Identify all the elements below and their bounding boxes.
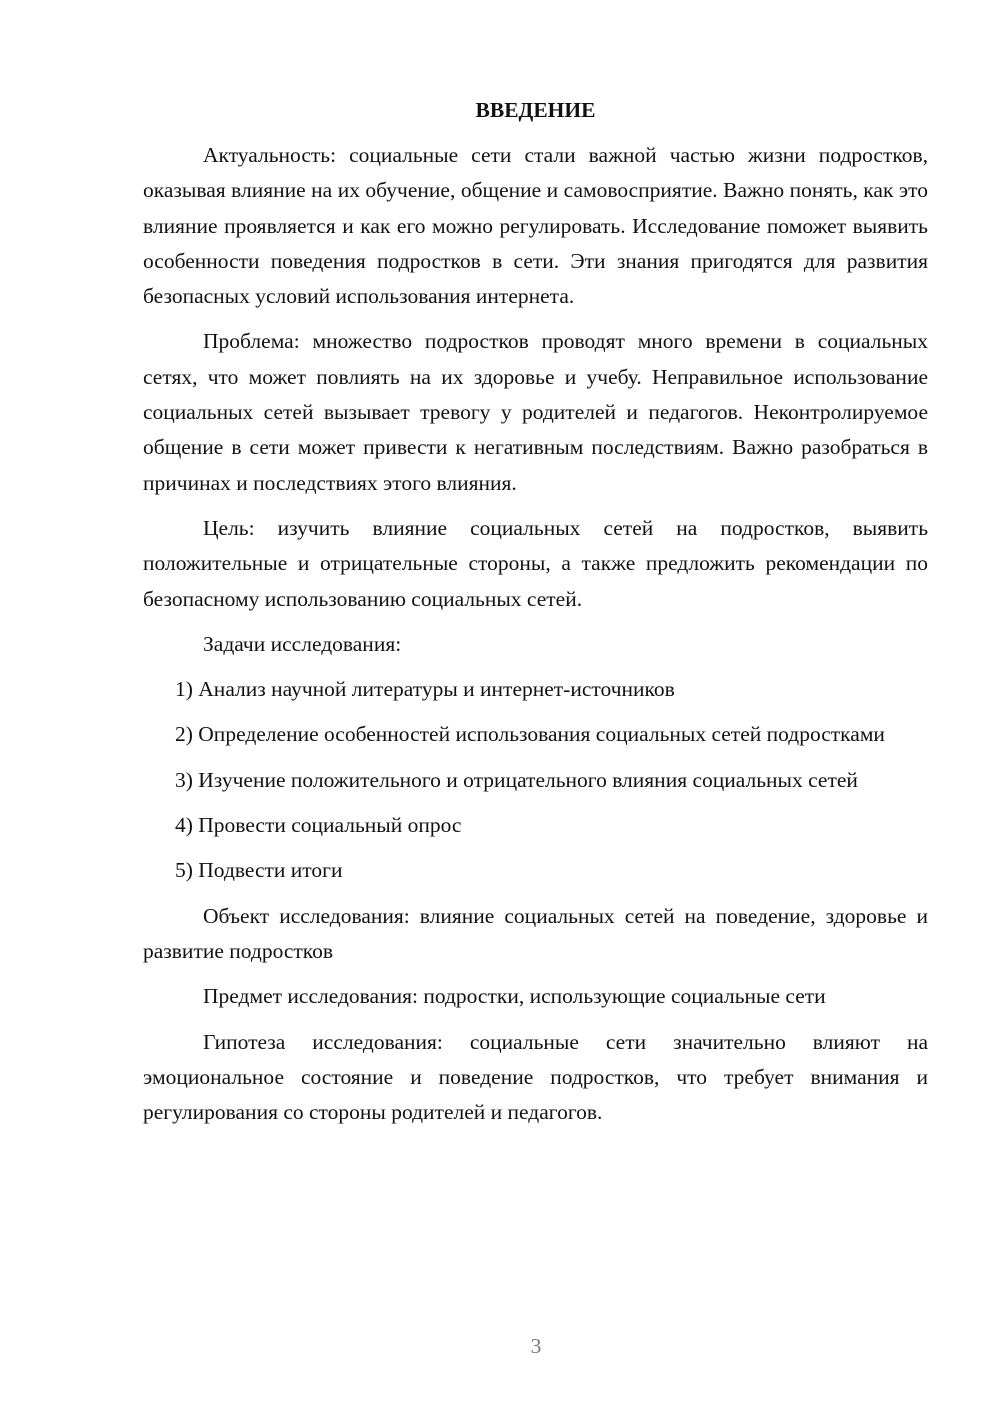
task-item-1: 1) Анализ научной литературы и интернет-источников	[175, 677, 675, 702]
section-title: ВВЕДЕНИЕ	[475, 98, 596, 122]
task-item-4: 4) Провести социальный опрос	[175, 813, 462, 838]
hypothesis-paragraph: Гипотеза исследования: социальные сети значительно влияют на эмоциональное состояние и поведение подростков, что требует внимания и регулирования со стороны родителей и педагогов.	[143, 1029, 928, 1125]
page-content	[143, 96, 928, 1140]
task-item-3: 3) Изучение положительного и отрицательного влияния социальных сетей	[175, 767, 858, 792]
task-item-2: 2) Определение особенностей использования социальных сетей подростками	[175, 722, 885, 747]
relevance-paragraph: Актуальность: социальные сети стали важной частью жизни подростков, оказывая влияние на их обучение, общение и самовосприятие. Важно понять, как это влияние проявляется и как его можно регулировать. Исследование поможет выявить особенности поведения подростков в сети. Эти знания пригодятся для развития безопасных условий использования интернета.	[143, 143, 928, 309]
page-number: 3	[530, 1334, 542, 1358]
goal-paragraph: Цель: изучить влияние социальных сетей на подростков, выявить положительные и отрицательные стороны, а также предложить рекомендации по безопасному использованию социальных сетей.	[143, 515, 928, 611]
object-paragraph: Объект исследования: влияние социальных сетей на поведение, здоровье и развитие подростков	[143, 903, 928, 963]
problem-paragraph: Проблема: множество подростков проводят много времени в социальных сетях, что может повлиять на их здоровье и учебу. Неправильное использование социальных сетей вызывает тревогу у родителей и педагогов. Неконтролируемое общение в сети может привести к негативным последствиям. Важно разобраться в причинах и последствиях этого влияния.	[143, 329, 928, 495]
tasks-heading: Задачи исследования:	[203, 631, 402, 656]
task-item-5: 5) Подвести итоги	[175, 858, 343, 883]
subject-paragraph: Предмет исследования: подростки, использующие социальные сети	[203, 984, 826, 1009]
